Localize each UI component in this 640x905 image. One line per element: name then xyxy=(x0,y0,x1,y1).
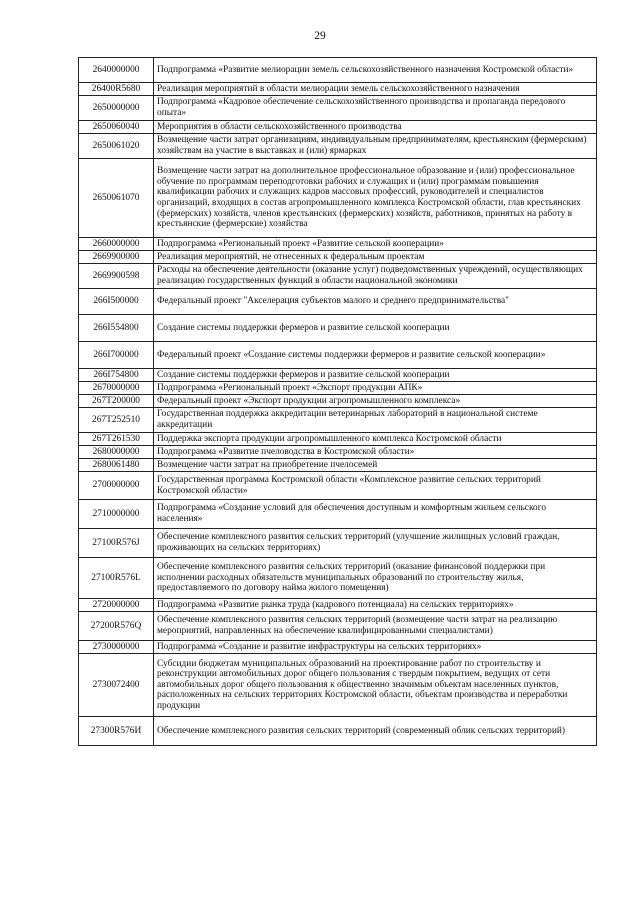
article-description: Подпрограмма «Региональный проект «Экспорт продукции АПК» xyxy=(154,382,597,395)
table-row xyxy=(79,238,597,251)
target-article-code: 2650061070 xyxy=(79,159,154,238)
table-row xyxy=(79,433,597,446)
article-description: Мероприятия в области сельскохозяйственного производства xyxy=(154,121,597,134)
article-description: Федеральный проект «Экспорт продукции агропромышленного комплекса» xyxy=(154,395,597,408)
target-article-code: 2640000000 xyxy=(79,58,154,83)
target-article-code: 267T252510 xyxy=(79,408,154,433)
target-article-code: 26400R5680 xyxy=(79,83,154,96)
article-description: Государственная поддержка аккредитации ветеринарных лабораторий в национальной системе аккредитации xyxy=(154,408,597,433)
target-article-code: 2680061480 xyxy=(79,459,154,472)
article-description: Подпрограмма «Развитие рынка труда (кадрового потенциала) на сельских территориях» xyxy=(154,599,597,612)
table-body xyxy=(79,58,597,746)
target-article-code: 2730000000 xyxy=(79,641,154,654)
table-row xyxy=(79,315,597,342)
table-row xyxy=(79,612,597,641)
target-article-code: 2669900598 xyxy=(79,264,154,289)
table-row xyxy=(79,121,597,134)
article-description: Обеспечение комплексного развития сельских территорий (возмещение части затрат на реализацию мероприятий, направленных на обеспечение квалифицированными специалистами) xyxy=(154,612,597,641)
target-article-code: 2730072400 xyxy=(79,654,154,717)
article-description: Подпрограмма «Кадровое обеспечение сельскохозяйственного производства и пропаганда передового опыта» xyxy=(154,96,597,121)
article-description: Возмещение части затрат на приобретение пчелосемей xyxy=(154,459,597,472)
table-row xyxy=(79,641,597,654)
target-article-code: 2650000000 xyxy=(79,96,154,121)
table-row xyxy=(79,251,597,264)
table-row xyxy=(79,83,597,96)
article-description: Федеральный проект "Акселерация субъектов малого и среднего предпринимательства" xyxy=(154,289,597,315)
article-description: Поддержка экспорта продукции агропромышленного комплекса Костромской области xyxy=(154,433,597,446)
article-description: Подпрограмма «Создание условий для обеспечения доступным и комфортным жильем сельского населения» xyxy=(154,500,597,529)
article-description: Государственная программа Костромской области «Комплексное развитие сельских территорий Костромской области» xyxy=(154,472,597,500)
article-description: Возмещение части затрат организациям, индивидуальным предпринимателям, крестьянским (фермерским) хозяйствам на участие в выставках и (или) ярмарках xyxy=(154,134,597,159)
target-article-code: 2700000000 xyxy=(79,472,154,500)
table-row xyxy=(79,459,597,472)
target-article-code: 2710000000 xyxy=(79,500,154,529)
table-row xyxy=(79,472,597,500)
target-article-code: 267T200000 xyxy=(79,395,154,408)
target-article-code: 2670000000 xyxy=(79,382,154,395)
article-description: Федеральный проект «Создание системы поддержки фермеров и развитие сельской кооперации» xyxy=(154,342,597,369)
table-row xyxy=(79,382,597,395)
table-row xyxy=(79,395,597,408)
table-row xyxy=(79,264,597,289)
article-description: Подпрограмма «Создание и развитие инфраструктуры на сельских территориях» xyxy=(154,641,597,654)
article-description: Расходы на обеспечение деятельности (оказание услуг) подведомственных учреждений, осуществляющих реализацию государственных функций в области национальной экономики xyxy=(154,264,597,289)
page-number: 29 xyxy=(314,30,326,42)
target-article-code: 27100R576J xyxy=(79,529,154,558)
article-description: Создание системы поддержки фермеров и развитие сельской кооперации xyxy=(154,315,597,342)
target-article-code: 2680000000 xyxy=(79,446,154,459)
article-description: Подпрограмма «Развитие пчеловодства в Костромской области» xyxy=(154,446,597,459)
table-row xyxy=(79,159,597,238)
table-row xyxy=(79,654,597,717)
article-description: Создание системы поддержки фермеров и развитие сельской кооперации xyxy=(154,369,597,382)
table-row xyxy=(79,369,597,382)
table-row xyxy=(79,446,597,459)
target-article-code: 2669900000 xyxy=(79,251,154,264)
table-row xyxy=(79,717,597,746)
target-article-code: 266I554800 xyxy=(79,315,154,342)
target-article-code: 2650060040 xyxy=(79,121,154,134)
target-article-code: 266I700000 xyxy=(79,342,154,369)
table-row xyxy=(79,342,597,369)
article-description: Реализация мероприятий, не отнесенных к федеральным проектам xyxy=(154,251,597,264)
table-row xyxy=(79,599,597,612)
article-description: Реализация мероприятий в области мелиорации земель сельскохозяйственного назначения xyxy=(154,83,597,96)
budget-classification-table xyxy=(78,57,597,746)
article-description: Субсидии бюджетам муниципальных образований на проектирование работ по строительству и реконструкции автомобильных дорог общего пользования с твердым покрытием, ведущих от сети автомобильных дорог общего пользования к общественно значимым объектам населенных пунктов, расположенных на сельских территориях Костромской области, объектам производства и переработки продукции xyxy=(154,654,597,717)
article-description: Обеспечение комплексного развития сельских территорий (современный облик сельских территорий) xyxy=(154,717,597,746)
table-row xyxy=(79,558,597,599)
table-row xyxy=(79,529,597,558)
target-article-code: 27300R576И xyxy=(79,717,154,746)
target-article-code: 2660000000 xyxy=(79,238,154,251)
target-article-code: 2650061020 xyxy=(79,134,154,159)
article-description: Подпрограмма «Региональный проект «Развитие сельской кооперации» xyxy=(154,238,597,251)
article-description: Возмещение части затрат на дополнительное профессиональное образование и (или) профессиональное обучение по программам переподготовки рабочих и служащих и (или) программам повышения квалификации рабочих и служащих кадров массовых профессий, руководителей и специалистов организаций, входящих в состав агропромышленного комплекса Костромской области, глав крестьянских (фермерских) хозяйств, членов крестьянских (фермерских) хозяйств, работников, принятых на работу в крестьянские (фермерские) хозяйства xyxy=(154,159,597,238)
target-article-code: 2720000000 xyxy=(79,599,154,612)
article-description: Подпрограмма «Развитие мелиорации земель сельскохозяйственного назначения Костромской области» xyxy=(154,58,597,83)
target-article-code: 27100R576L xyxy=(79,558,154,599)
table-row xyxy=(79,58,597,83)
target-article-code: 267T261530 xyxy=(79,433,154,446)
table-row xyxy=(79,408,597,433)
article-description: Обеспечение комплексного развития сельских территорий (оказание финансовой поддержки при исполнении расходных обязательств муниципальных образований по строительству жилья, предоставляемого по договору найма жилого помещения) xyxy=(154,558,597,599)
target-article-code: 266I754800 xyxy=(79,369,154,382)
table-row xyxy=(79,500,597,529)
target-article-code: 27200R576Q xyxy=(79,612,154,641)
table-row xyxy=(79,289,597,315)
table-row xyxy=(79,134,597,159)
article-description: Обеспечение комплексного развития сельских территорий (улучшение жилищных условий граждан, проживающих на сельских территориях) xyxy=(154,529,597,558)
target-article-code: 266I500000 xyxy=(79,289,154,315)
table-row xyxy=(79,96,597,121)
